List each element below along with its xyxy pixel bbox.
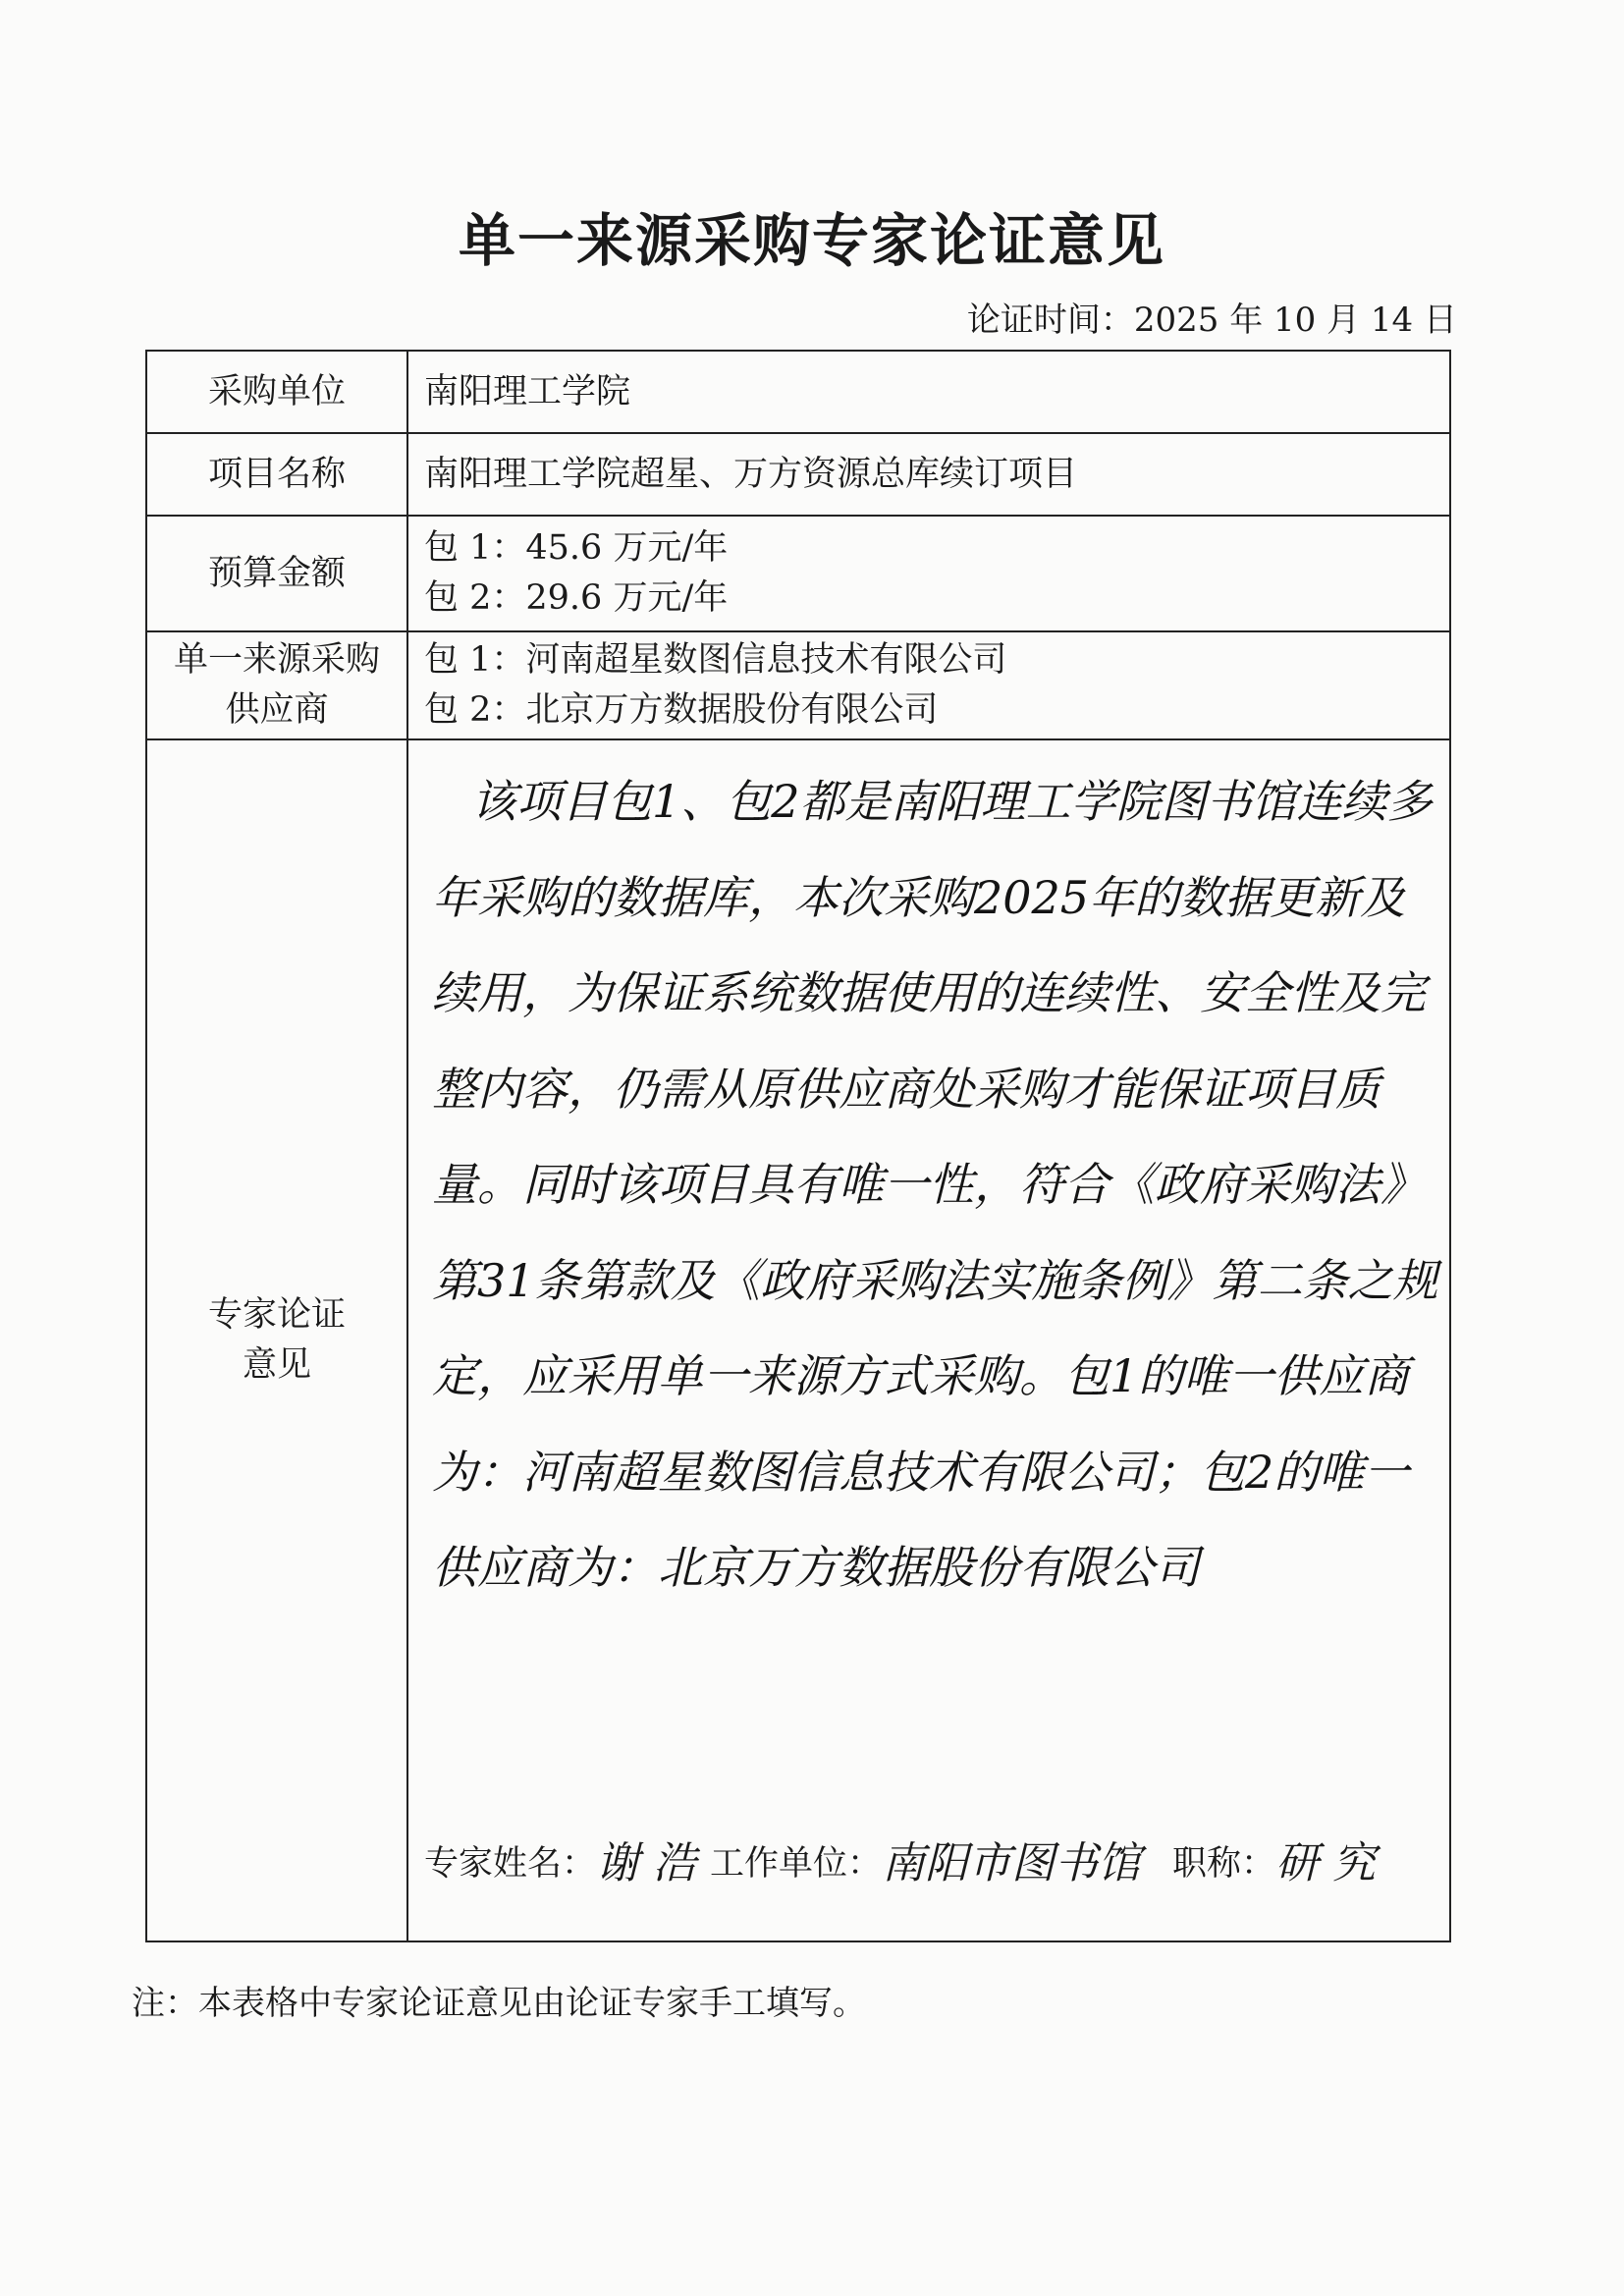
supplier-label-line: 供应商 xyxy=(225,690,329,730)
handwritten-opinion: 该项目包1、包2都是南阳理工学院图书馆连续多年采购的数据库，本次采购2025年的数据更新及续用，为保证系统数据使用的连续性、安全性及完整内容，仍需从原供应商处采购才能保证项目质量。同时该项目具有唯一性，符合《政府采购法》第31条第款及《政府采购法实施条例》第二条之规定，应采用单一来源方式采购。包1的唯一供应商为：河南超星数图信息技术有限公司；包2的唯一供应商为：北京万方数据股份有限公司 xyxy=(432,775,1438,1594)
signature-row xyxy=(424,1832,1439,1895)
budget-line: 包 2：29.6 万元/年 xyxy=(424,578,729,618)
row-value-supplier xyxy=(407,631,1450,739)
supplier-line: 包 1：河南超星数图信息技术有限公司 xyxy=(424,640,1007,681)
verification-date: 论证时间：2025 年 10 月 14 日 xyxy=(966,301,1457,340)
opinion-form-table xyxy=(145,350,1451,1942)
table-row xyxy=(146,351,1450,433)
title-handwritten: 研 究 xyxy=(1275,1838,1377,1889)
table-row xyxy=(146,739,1450,1941)
row-value-purchaser: 南阳理工学院 xyxy=(407,351,1450,433)
row-label-project-name: 项目名称 xyxy=(146,433,407,516)
expert-name-label: 专家姓名： xyxy=(424,1843,597,1884)
title-label: 职称： xyxy=(1172,1843,1276,1884)
table-row xyxy=(146,631,1450,739)
opinion-label-line: 意见 xyxy=(242,1345,311,1385)
row-label-supplier xyxy=(146,631,407,739)
table-row xyxy=(146,516,1450,631)
opinion-label-line: 专家论证 xyxy=(207,1295,346,1336)
work-unit-handwritten: 南阳市图书馆 xyxy=(882,1838,1142,1889)
expert-name-signature: 谢 浩 xyxy=(596,1838,697,1889)
footnote: 注：本表格中专家论证意见由论证专家手工填写。 xyxy=(132,1984,866,2023)
row-label-purchaser: 采购单位 xyxy=(146,351,407,433)
supplier-label-line: 单一来源采购 xyxy=(173,640,380,681)
supplier-line: 包 2：北京万方数据股份有限公司 xyxy=(424,690,939,730)
row-value-project-name: 南阳理工学院超星、万方资源总库续订项目 xyxy=(407,433,1450,516)
expert-opinion-cell xyxy=(407,739,1450,1941)
budget-line: 包 1：45.6 万元/年 xyxy=(424,528,729,569)
row-value-budget xyxy=(407,516,1450,631)
row-label-budget: 预算金额 xyxy=(146,516,407,631)
work-unit-label: 工作单位： xyxy=(710,1843,883,1884)
table-row xyxy=(146,433,1450,516)
row-label-expert-opinion xyxy=(146,739,407,1941)
page-title: 单一来源采购专家论证意见 xyxy=(458,207,1165,274)
